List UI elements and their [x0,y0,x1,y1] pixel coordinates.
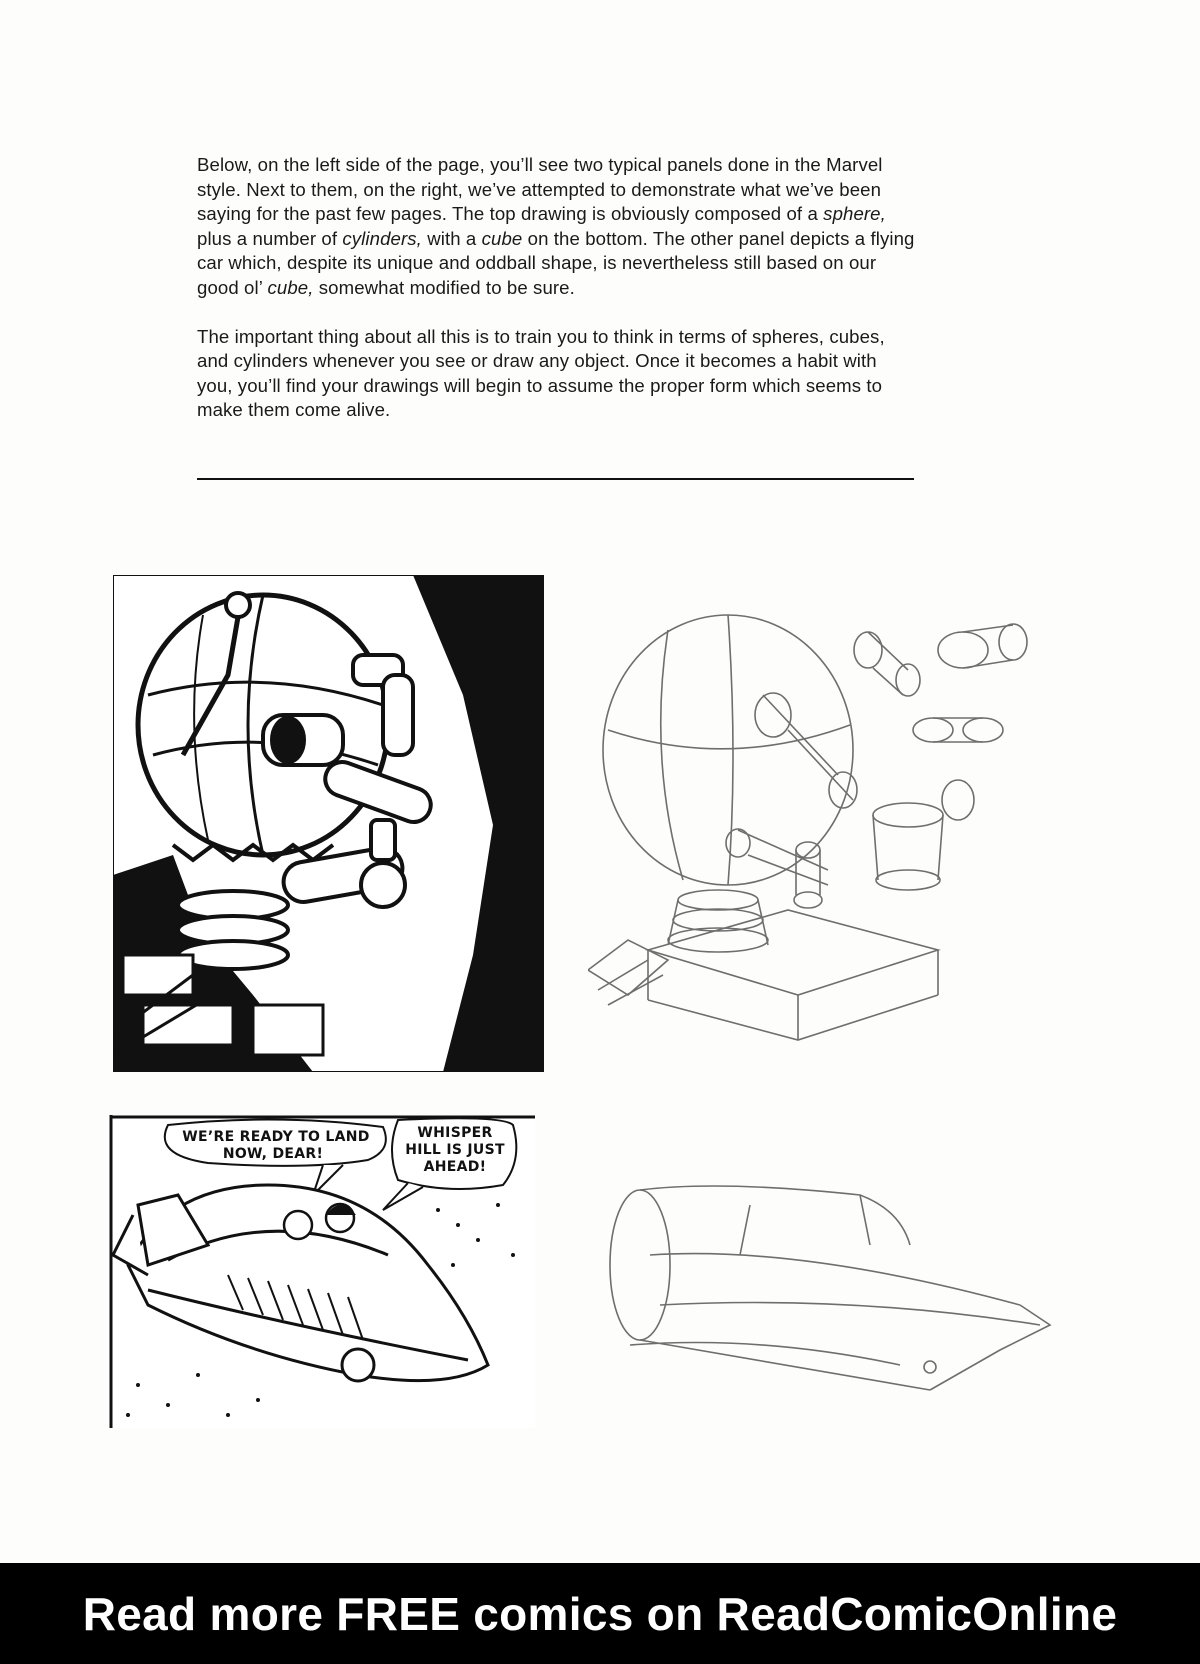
balloon-left-line-2: NOW, DEAR! [222,1146,324,1162]
emphasis-word: cube, [267,276,314,298]
balloon-right-line-3: AHEAD! [423,1159,487,1175]
robot-comic-panel [113,575,544,1072]
balloon-right-line-1: WHISPER [417,1125,493,1141]
promo-banner-text[interactable]: Read more FREE comics on ReadComicOnline [82,1587,1118,1640]
text-run: plus a number of [197,227,343,249]
flying-car-pencil-sketch [600,1185,1065,1395]
balloon-left-line-1: WE’RE READY TO LAND [182,1129,370,1145]
divider-rule [197,478,914,480]
promo-banner[interactable] [0,1563,1200,1664]
robot-illustration [113,575,544,1072]
text-run: somewhat modified to be sure. [313,276,575,298]
robot-sketch-illustration [588,600,1078,1095]
intro-paragraph-1 [197,153,917,301]
text-run: Below, on the left side of the page, you’ll see two typical panels done in the Marvel style. Next to them, on the right, we’ve attempted to demonstrate what we’ve been saying for the past few pages. The top drawing is obviously composed of a [197,154,883,225]
robot-pencil-sketch [588,600,1078,1095]
intro-text [197,153,917,447]
flying-car-comic-panel [108,1115,535,1428]
text-run: on the bottom. The other panel depicts a flying car which, despite its unique and oddball shape, is nevertheless still based on our good ol’ [197,227,915,298]
car-sketch-illustration [600,1185,1065,1395]
emphasis-word: sphere, [823,203,886,225]
emphasis-word: cube [481,227,523,249]
intro-paragraph-2: The important thing about all this is to train you to think in terms of spheres, cubes, and cylinders whenever you see or draw any object. Once it becomes a habit with you, you’ll find your drawings will begin to assume the proper form which seems to make them come alive. [197,325,885,421]
text-run: with a [421,227,482,249]
balloon-right-line-2: HILL IS JUST [405,1142,505,1158]
flying-car-illustration [108,1115,535,1428]
emphasis-word: cylinders, [342,227,422,249]
